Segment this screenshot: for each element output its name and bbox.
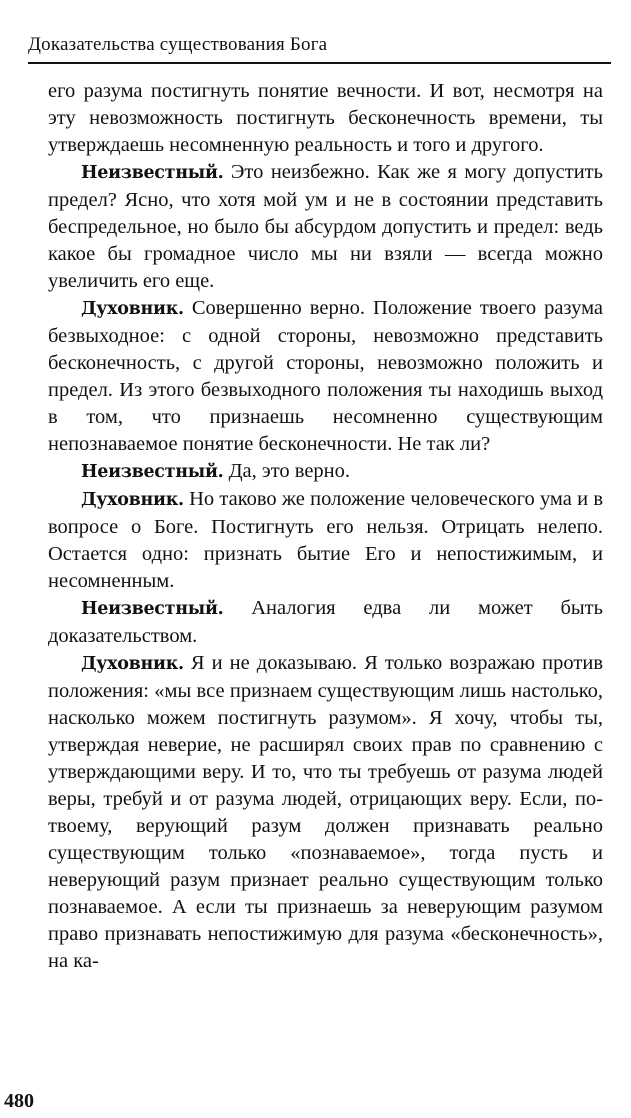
paragraph — [48, 295, 603, 458]
paragraph-text: Это неизбежно. Как же я могу допустить предел? Ясно, что хотя мой ум и не в состоянии представить беспредельное, но было бы абсурдом допустить и предел: ведь какое бы громадное число мы ни взяли — всегда можно увеличить его еще. — [48, 161, 603, 292]
paragraph-text: Да, это верно. — [228, 460, 351, 482]
paragraph — [48, 486, 603, 595]
paragraph-text: Аналогия едва ли может быть доказательством. — [48, 597, 603, 647]
paragraph — [48, 458, 603, 486]
paragraph-text: Я и не доказываю. Я только возражаю против положения: «мы все признаем существующим лишь настолько, насколько можем постигнуть разумом». Я хочу, чтобы ты, утверждая неверие, не расширял своих прав по сравнению с утверждающими веру. И то, что ты требуешь от разума людей веры, требуй и от разума людей, отрицающих веру. Если, по-твоему, верующий разум должен признавать реально существующим только «познаваемое», тогда пусть и неверующий разум признает реально существующим только познаваемое. А если ты признаешь за неверующим разумом право признавать непостижимую для разума «бесконечность», на ка- — [48, 652, 603, 972]
speaker-label: Неизвестный. — [81, 599, 224, 619]
speaker-label: Духовник. — [81, 299, 184, 319]
speaker-label: Духовник. — [81, 654, 184, 674]
paragraph — [48, 78, 603, 159]
paragraph — [48, 595, 603, 650]
running-head: Доказательства существования Бога — [28, 34, 328, 55]
paragraph-text: Но таково же положение человеческого ума и в вопросе о Боге. Постигнуть его нельзя. Отрицать нелепо. Остается одно: признать бытие Его и непостижимым, и несомненным. — [48, 488, 604, 592]
speaker-label: Неизвестный. — [81, 163, 224, 183]
paragraph — [48, 159, 603, 295]
paragraph-text: его разума постигнуть понятие вечности. И вот, несмотря на эту невозможность постигнуть бесконечность времени, ты утверждаешь несомненную реальность и того и другого. — [48, 80, 603, 156]
main-text — [48, 78, 603, 975]
paragraph-text: Совершенно верно. Положение твоего разума безвыходное: с одной стороны, невозможно представить бесконечность, с другой стороны, невозможно положить и предел. Из этого безвыходного положения ты находишь выход в том, что признаешь несомненно существующим непознаваемое понятие бесконечности. Не так ли? — [48, 297, 604, 455]
paragraph — [48, 650, 603, 975]
speaker-label: Неизвестный. — [81, 462, 224, 482]
speaker-label: Духовник. — [81, 490, 184, 510]
page-number: 480 — [4, 1090, 34, 1112]
header-rule — [28, 62, 611, 64]
